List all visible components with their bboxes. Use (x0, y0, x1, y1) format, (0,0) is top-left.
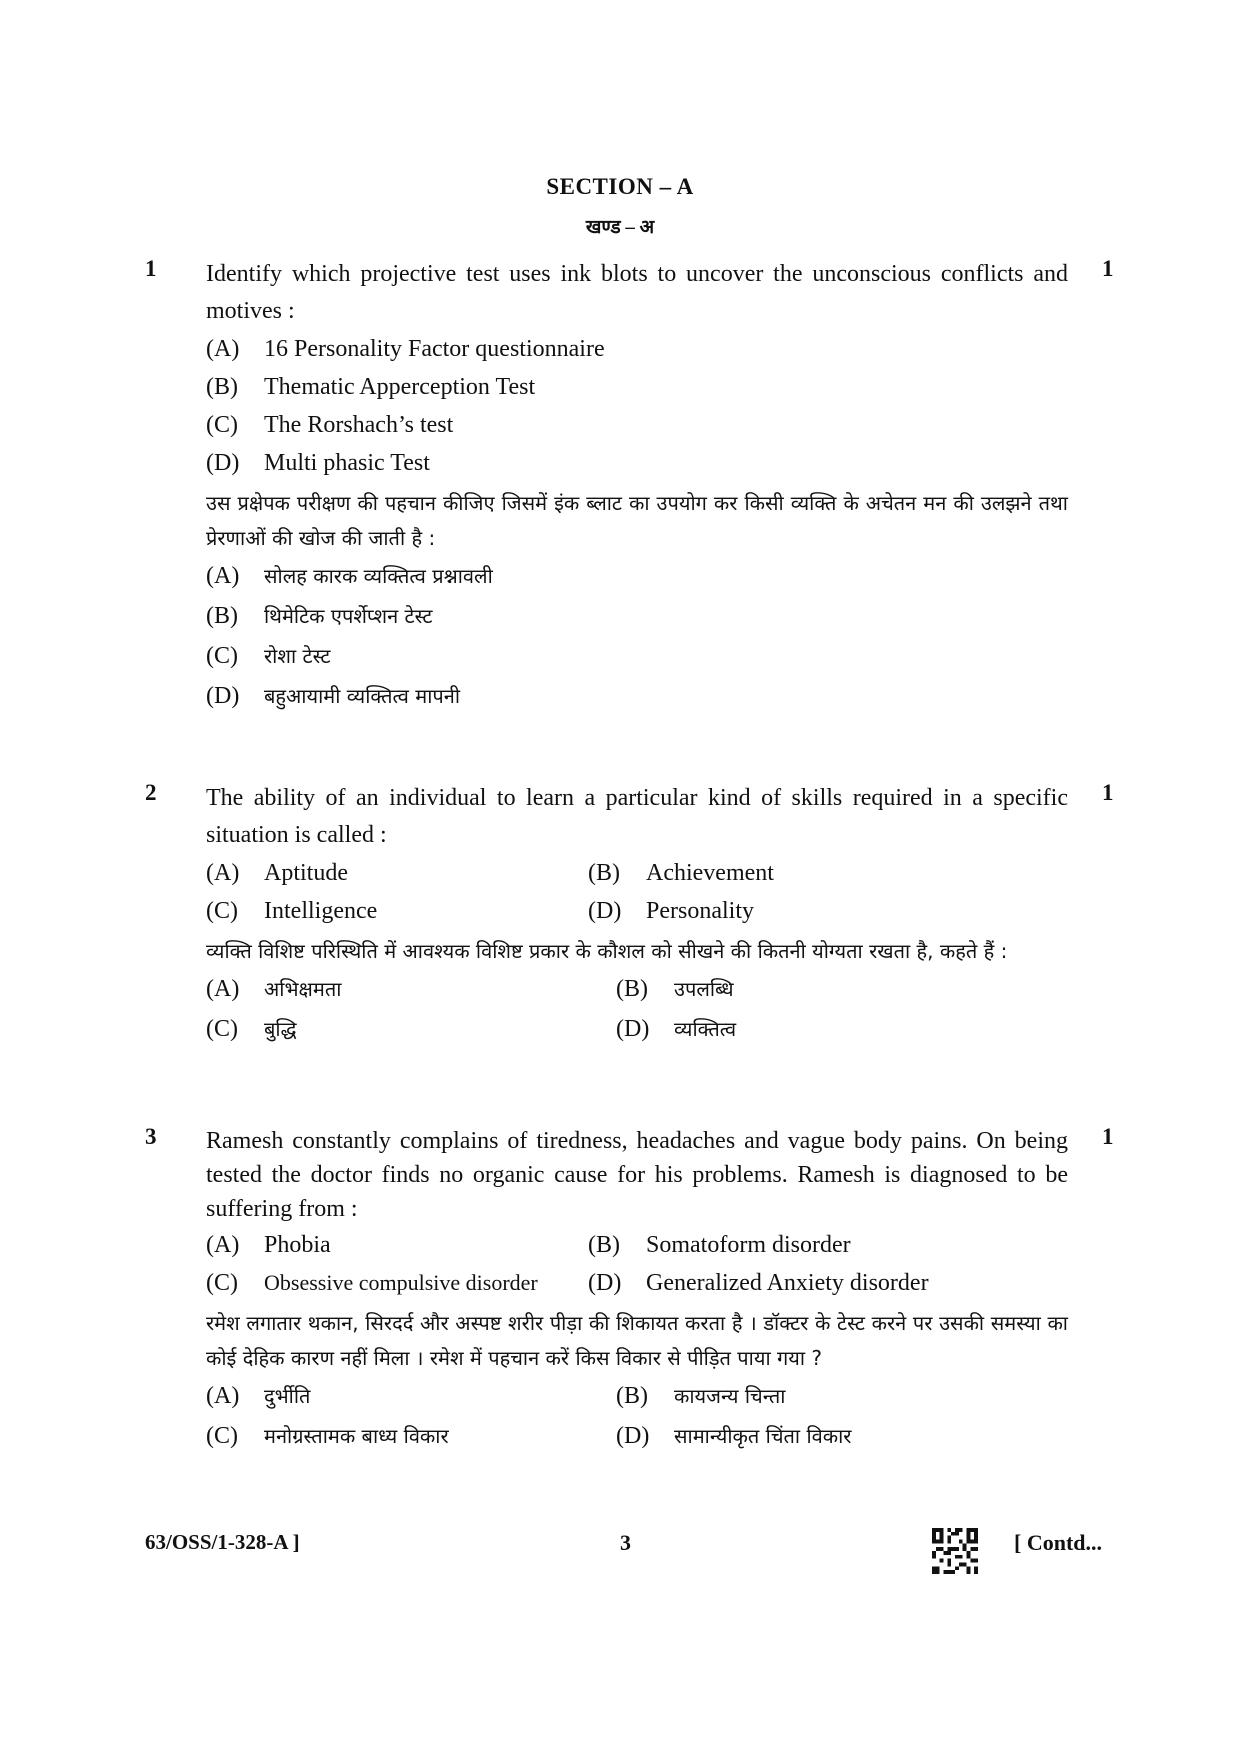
option-b (588, 854, 1068, 892)
option-a-hindi (206, 1376, 616, 1416)
option-label: (D) (588, 1270, 622, 1296)
options-grid (206, 854, 1068, 930)
option-label: (C) (206, 1423, 238, 1449)
option-d (206, 444, 1068, 482)
option-text: रोशा टेस्ट (264, 644, 331, 668)
option-b (206, 368, 1068, 406)
option-d-hindi (206, 676, 1068, 716)
option-d (588, 1264, 1068, 1302)
option-text: Multi phasic Test (264, 450, 430, 476)
option-c-hindi (206, 636, 1068, 676)
option-label: (C) (206, 412, 238, 438)
paper-code: 63/OSS/1-328-A ] (145, 1530, 300, 1554)
option-text: दुर्भीति (264, 1384, 311, 1408)
option-label: (B) (616, 976, 648, 1002)
question-text-hindi: रमेश लगातार थकान, सिरदर्द और अस्पष्ट शरीर पीड़ा की शिकायत करता है । डॉक्टर के टेस्ट करने पर उसकी समस्या का कोई देहिक कारण नहीं मिला । रमेश में पहचान करें किस विकार से पीड़ित पाया गया ? (206, 1311, 1068, 1370)
option-text: The Rorshach’s test (264, 412, 454, 438)
option-text: बुद्धि (264, 1017, 297, 1041)
option-label: (C) (206, 1270, 238, 1296)
option-a (206, 330, 1068, 368)
option-text: सामान्यीकृत चिंता विकार (674, 1424, 852, 1448)
option-label: (D) (206, 450, 240, 476)
option-b (588, 1226, 1068, 1264)
options-grid (206, 1226, 1068, 1302)
question-body (206, 1124, 1068, 1456)
options-grid-hindi (206, 969, 1068, 1049)
question-text: Identify which projective test uses ink blots to uncover the unconscious conflicts and motives : (206, 261, 1068, 324)
option-text: 16 Personality Factor questionnaire (264, 336, 605, 362)
option-d (588, 892, 1068, 930)
question-text: The ability of an individual to learn a particular kind of skills required in a specific situation is called : (206, 785, 1068, 848)
option-text: कायजन्य चिन्ता (674, 1384, 786, 1408)
option-b-hindi (616, 969, 1068, 1009)
options-list-hindi (206, 556, 1068, 716)
option-a-hindi (206, 556, 1068, 596)
option-label: (C) (206, 643, 238, 669)
option-text: Aptitude (264, 860, 348, 886)
question-number: 1 (145, 256, 157, 281)
option-c (206, 1264, 588, 1302)
option-label: (D) (616, 1423, 650, 1449)
question-text: Ramesh constantly complains of tiredness, headaches and vague body pains. On being tested the doctor finds no organic cause for his problems. Ramesh is diagnosed to be suffering from : (206, 1128, 1068, 1222)
option-text: अभिक्षमता (264, 977, 342, 1001)
option-label: (A) (206, 563, 240, 589)
option-text: थिमेटिक एपर्शेप्शन टेस्ट (264, 604, 433, 628)
option-c-hindi (206, 1416, 616, 1456)
option-b-hindi (616, 1376, 1068, 1416)
option-a (206, 854, 588, 892)
option-label: (A) (206, 1383, 240, 1409)
continued-label: [ Contd... (1014, 1530, 1103, 1555)
qr-code-icon (932, 1528, 978, 1574)
question-body (206, 256, 1068, 716)
question-marks: 1 (1102, 780, 1114, 805)
option-text: Intelligence (264, 898, 378, 924)
question-text-hindi: व्यक्ति विशिष्ट परिस्थिति में आवश्यक विशिष्ट प्रकार के कौशल को सीखने की कितनी योग्यता रखता है, कहते हैं : (206, 939, 1008, 963)
option-a (206, 1226, 588, 1264)
section-title: SECTION – A (546, 174, 694, 199)
option-c (206, 892, 588, 930)
option-label: (B) (588, 1232, 620, 1258)
page-footer (0, 1528, 1240, 1578)
question-marks: 1 (1102, 1124, 1114, 1149)
option-c-hindi (206, 1009, 616, 1049)
option-label: (B) (616, 1383, 648, 1409)
question-marks: 1 (1102, 256, 1114, 281)
option-d-hindi (616, 1416, 1068, 1456)
question-number: 3 (145, 1124, 157, 1149)
option-label: (B) (206, 374, 238, 400)
option-text: Achievement (646, 860, 774, 886)
option-c (206, 406, 1068, 444)
option-label: (A) (206, 1232, 240, 1258)
question-body (206, 780, 1068, 1049)
option-label: (B) (588, 860, 620, 886)
option-text: व्यक्तित्व (674, 1017, 737, 1041)
option-text: बहुआयामी व्यक्तित्व मापनी (264, 684, 461, 708)
options-list (206, 330, 1068, 482)
option-text: Generalized Anxiety disorder (646, 1270, 929, 1296)
section-title-hindi: खण्ड – अ (585, 217, 655, 238)
option-text: उपलब्धि (674, 977, 734, 1001)
option-text: Personality (646, 898, 754, 924)
option-text: Obsessive compulsive disorder (264, 1270, 538, 1295)
page-number: 3 (620, 1530, 631, 1555)
option-text: Somatoform disorder (646, 1232, 851, 1258)
option-label: (A) (206, 860, 240, 886)
option-text: सोलह कारक व्यक्तित्व प्रश्नावली (264, 564, 493, 588)
option-text: Thematic Apperception Test (264, 374, 536, 400)
option-label: (C) (206, 898, 238, 924)
option-label: (D) (588, 898, 622, 924)
option-label: (A) (206, 336, 240, 362)
question-number: 2 (145, 780, 157, 805)
option-a-hindi (206, 969, 616, 1009)
option-label: (C) (206, 1016, 238, 1042)
option-label: (D) (206, 683, 240, 709)
option-b-hindi (206, 596, 1068, 636)
options-grid-hindi (206, 1376, 1068, 1456)
option-text: मनोग्रस्तामक बाध्य विकार (264, 1424, 449, 1448)
option-label: (A) (206, 976, 240, 1002)
option-label: (D) (616, 1016, 650, 1042)
option-label: (B) (206, 603, 238, 629)
question-text-hindi: उस प्रक्षेपक परीक्षण की पहचान कीजिए जिसमें इंक ब्लाट का उपयोग कर किसी व्यक्ति के अचेतन मन की उलझने तथा प्रेरणाओं की खोज की जाती है : (206, 491, 1068, 550)
option-d-hindi (616, 1009, 1068, 1049)
option-text: Phobia (264, 1232, 331, 1258)
